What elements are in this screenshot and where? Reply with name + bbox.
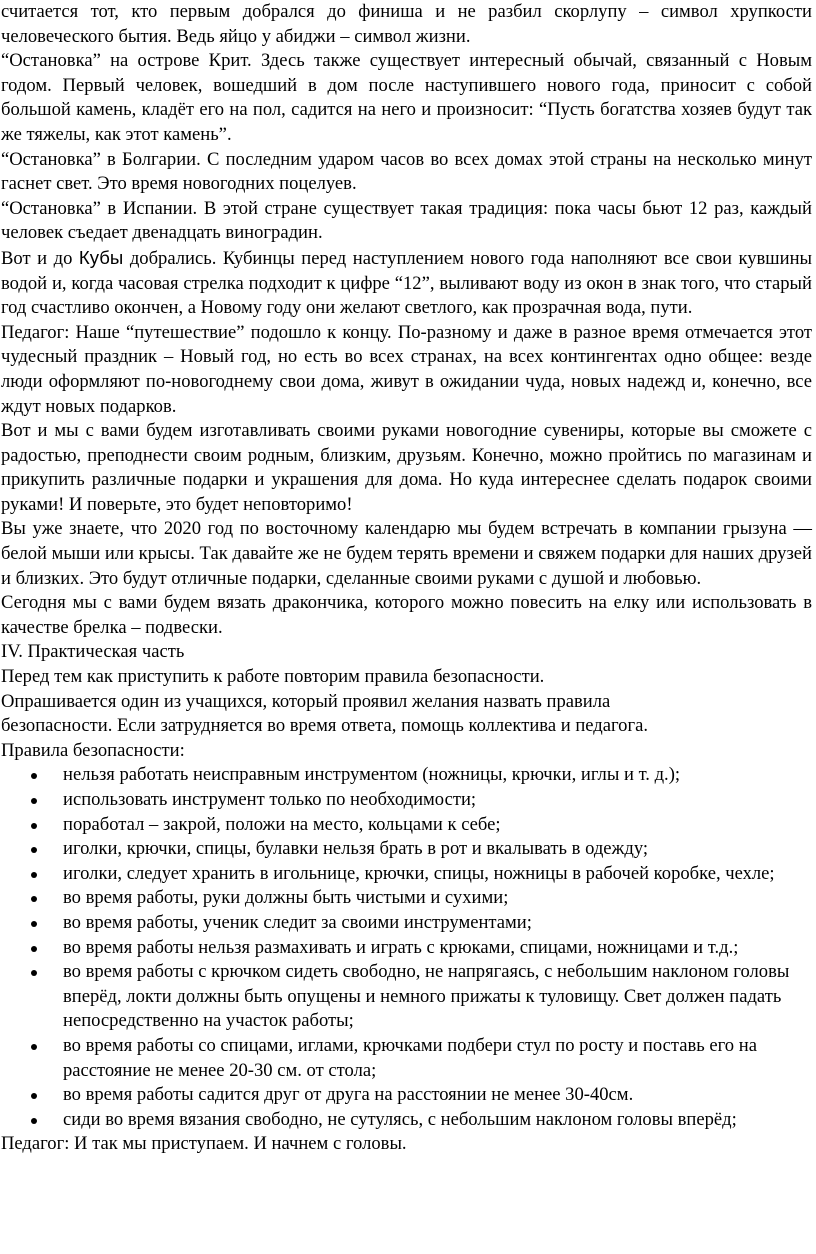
list-item (1, 813, 812, 838)
paragraph-line: человеческого бытия. Ведь яйцо у абиджи – символ жизни. (1, 25, 471, 47)
paragraph-line: считается тот, кто первым добрался до финиша и не разбил скорлупу – символ хрупкости (1, 1, 812, 22)
list-item-text: во время работы со спицами, иглами, крючками подбери стул по росту и поставь его на расстояние не менее 20-30 см. от стола; (63, 1034, 757, 1081)
bullet-icon (31, 872, 37, 878)
paragraph-line: Опрашивается один из учащихся, который проявил желания назвать правила (1, 690, 611, 712)
list-item-text: поработал – закрой, положи на место, кольцами к себе; (63, 813, 501, 835)
rules-title: Правила безопасности: (1, 739, 185, 761)
list-item (1, 1083, 812, 1108)
bullet-icon (31, 773, 37, 779)
paragraph-souvenirs: Вот и мы с вами будем изготавливать своими руками новогодние сувениры, которые вы сможете с радостью, преподнести своим родным, близким, друзьям. Конечно, можно пройтись по магазинам и прикупить различные подарки и украшения для дома. Но куда интереснее сделать подарок своими руками! И поверьте, это будет неповторимо! (1, 420, 812, 515)
list-item-text: во время работы нельзя размахивать и играть с крюками, спицами, ножницами и т.д.; (63, 936, 739, 958)
list-item (1, 886, 812, 911)
list-item (1, 960, 812, 1034)
list-item (1, 1108, 812, 1133)
bullet-icon (31, 1118, 37, 1124)
list-item-text: использовать инструмент только по необходимости; (63, 789, 477, 810)
paragraph-cuba (1, 246, 812, 321)
paragraph-safety-intro: Перед тем как приступить к работе повторим правила безопасности. (1, 666, 545, 688)
list-item (1, 763, 812, 788)
paragraph-spain: “Остановка” в Испании. В этой стране существует такая традиция: пока часы бьют 12 раз, каждый человек съедает двенадцать виноградин. (1, 197, 812, 244)
list-item-text: во время работы, руки должны быть чистыми и сухими; (63, 887, 509, 909)
paragraph-crete: “Остановка” на острове Крит. Здесь также существует интересный обычай, связанный с Новым годом. Первый человек, вошедший в дом после наступившего нового года, приносит с собой большой камень, кладёт его на пол, садится на него и произносит: “Пусть богатства хозяев будут так же тяжелы, как этот камень”. (1, 50, 812, 145)
section-title: IV. Практическая часть (1, 641, 185, 663)
safety-rules-list (1, 763, 812, 1132)
list-item-text: сиди во время вязания свободно, не сутулясь, с небольшим наклоном головы вперёд; (63, 1108, 737, 1130)
bullet-icon (31, 921, 37, 927)
paragraph-today: Сегодня мы с вами будем вязать дракончика, которого можно повесить на елку или использовать в качестве брелка – подвески. (1, 592, 812, 638)
text-run: Вот и до (1, 247, 79, 269)
bullet-icon (31, 970, 37, 976)
bullet-icon (31, 946, 37, 952)
paragraph-year-2020: Вы уже знаете, что 2020 год по восточному календарю мы будем встречать в компании грызуна — белой мыши или крысы. Так давайте же не будем терять времени и свяжем подарки для наших друзей и близких. Это будут отличные подарки, сделанные своими руками с душой и любовью. (1, 518, 812, 589)
bullet-icon (31, 798, 37, 804)
list-item (1, 911, 812, 936)
text-run-cuba: Кубы (78, 246, 124, 268)
bullet-icon (31, 1093, 37, 1099)
paragraph-line: безопасности. Если затрудняется во время ответа, помощь коллектива и педагога. (1, 715, 648, 737)
bullet-icon (31, 823, 37, 829)
list-item-text: иголки, крючки, спицы, булавки нельзя брать в рот и вкалывать в одежду; (63, 838, 649, 860)
list-item (1, 936, 812, 961)
list-item-text: во время работы с крючком сидеть свободно, не напрягаясь, с небольшим наклоном головы вперёд, локти должны быть опущены и немного прижаты к туловищу. Свет должен падать непосредственно на участок работы; (63, 961, 790, 1032)
bullet-icon (31, 1044, 37, 1050)
closing-line: Педагог: И так мы приступаем. И начнем с головы. (1, 1133, 407, 1155)
list-item (1, 837, 812, 862)
list-item-text: иголки, следует хранить в игольнице, крючки, спицы, ножницы в рабочей коробке, чехле; (63, 862, 775, 884)
list-item-text: во время работы садится друг от друга на расстоянии не менее 30-40см. (63, 1084, 634, 1106)
list-item-text: во время работы, ученик следит за своими инструментами; (63, 911, 532, 933)
list-item (1, 788, 812, 813)
paragraph-bulgaria: “Остановка” в Болгарии. С последним ударом часов во всех домах этой страны на несколько минут гаснет свет. Это время новогодних поцелуев. (1, 148, 812, 195)
text-run: добрались. Кубинцы перед наступлением нового года наполняют все свои кувшины водой и, когда часовая стрелка подходит к цифре “12”, выливают воду из окон в знак того, что старый год счастливо окончен, а Новому году они желают светлого, как прозрачная вода, пути. (1, 247, 813, 319)
bullet-icon (31, 896, 37, 902)
bullet-icon (31, 847, 37, 853)
list-item-text: нельзя работать неисправным инструментом (ножницы, крючки, иглы и т. д.); (63, 764, 681, 786)
list-item (1, 862, 812, 887)
list-item (1, 1034, 812, 1083)
paragraph-teacher-conclusion: Педагог: Наше “путешествие” подошло к концу. По-разному и даже в разное время отмечается этот чудесный праздник – Новый год, но есть во всех странах, на всех контингентах одно общее: везде люди оформляют по-новогоднему свои дома, живут в ожидании чуда, новых надежд и, конечно, все ждут новых подарков. (1, 321, 812, 417)
